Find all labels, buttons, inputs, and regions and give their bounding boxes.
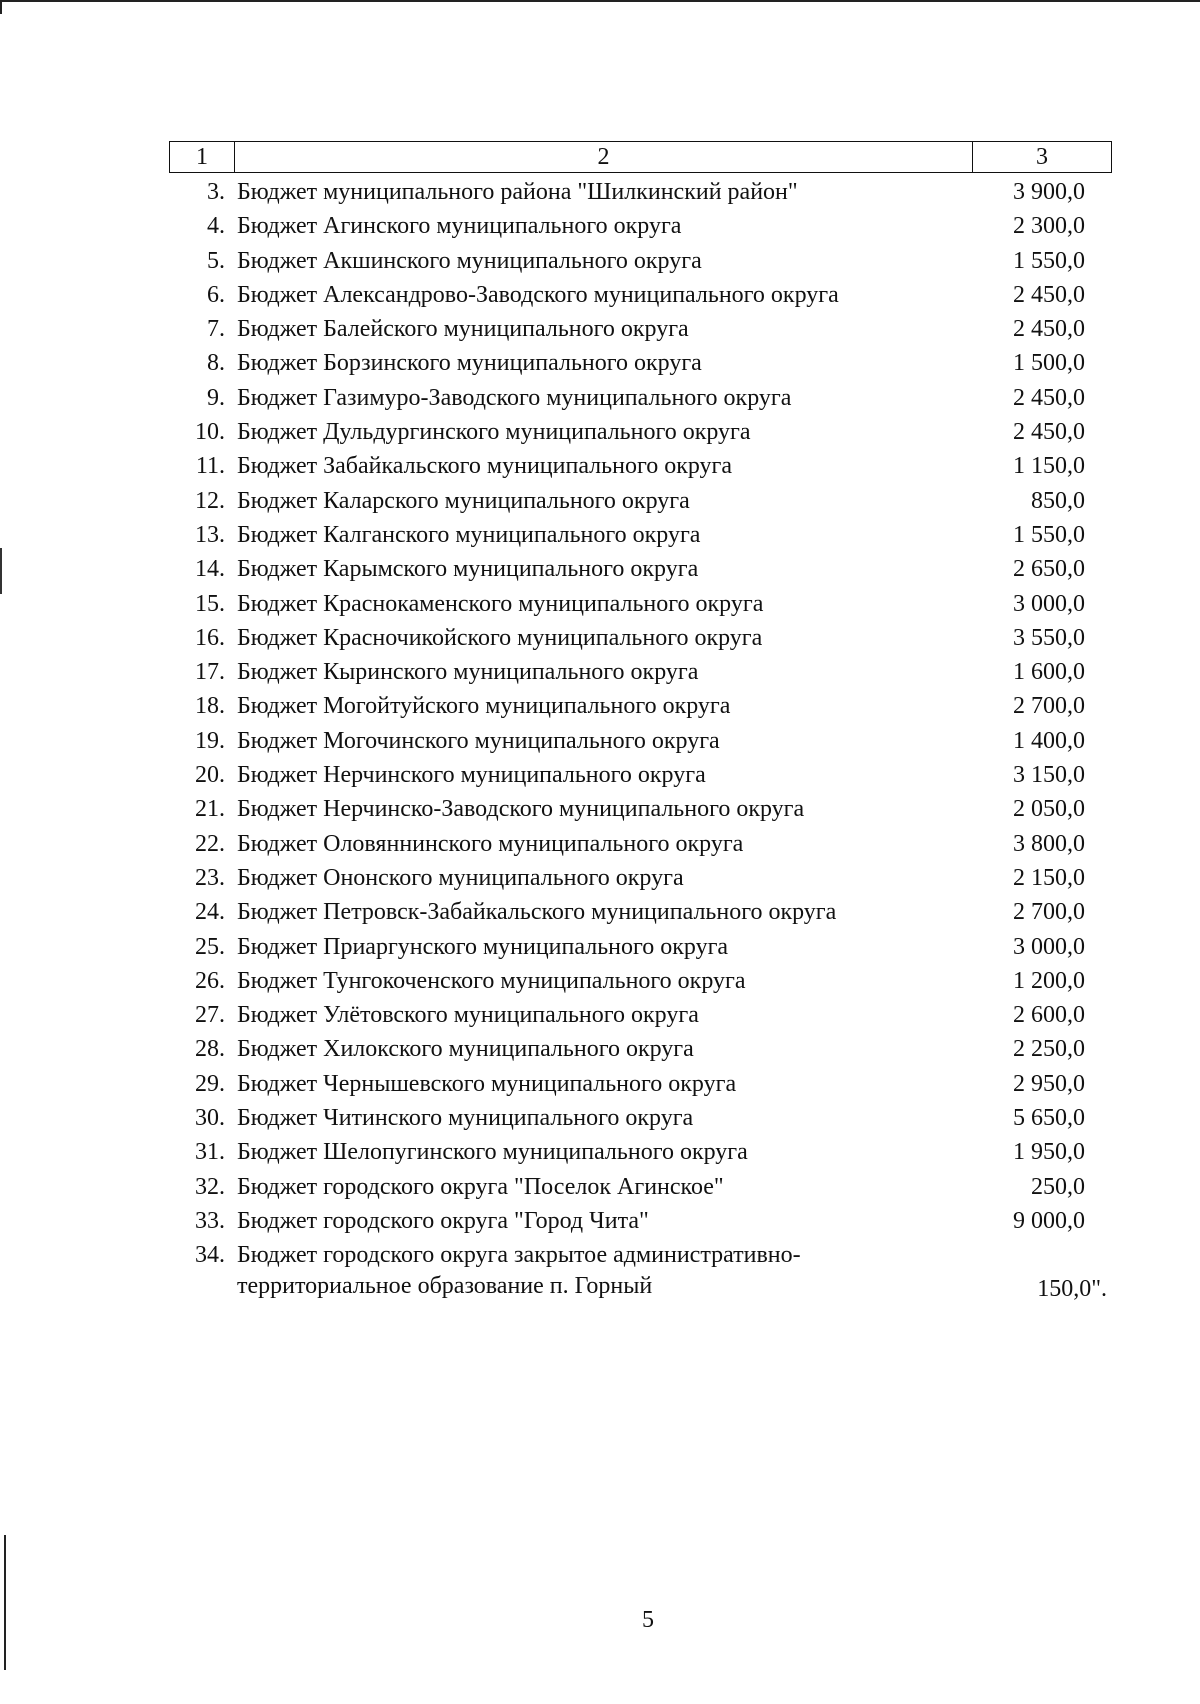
table-row [169, 346, 1129, 380]
table-row [169, 518, 1129, 552]
table-row [169, 312, 1129, 346]
row-budget-name: Бюджет Оловяннинского муниципального округа [237, 830, 744, 857]
table-row [169, 1170, 1129, 1204]
row-number: 5. [207, 247, 225, 274]
table-row [169, 415, 1129, 449]
row-budget-name: Бюджет городского округа "Город Чита" [237, 1207, 649, 1234]
row-budget-name: Бюджет Хилокского муниципального округа [237, 1036, 694, 1063]
row-number: 23. [195, 864, 225, 891]
scan-mark-left [0, 548, 2, 594]
row-budget-name: Бюджет Красночикойского муниципального округа [237, 624, 763, 651]
row-budget-name: Бюджет Шелопугинского муниципального округа [237, 1139, 748, 1166]
page-number: 5 [642, 1607, 654, 1633]
row-number: 17. [195, 659, 225, 686]
row-budget-name: Бюджет Газимуро-Заводского муниципального округа [237, 384, 792, 411]
row-number: 11. [195, 453, 225, 480]
row-amount: 2 250,0 [1013, 1036, 1085, 1063]
budget-table-body [169, 175, 1129, 1306]
table-row [169, 552, 1129, 586]
scan-border-left [0, 0, 2, 14]
row-number: 22. [195, 830, 225, 857]
table-row [169, 827, 1129, 861]
row-number: 19. [195, 727, 225, 754]
row-number: 32. [195, 1173, 225, 1200]
row-number: 12. [195, 487, 225, 514]
table-header-row [169, 141, 1112, 173]
row-budget-name: Бюджет Приаргунского муниципального округа [237, 933, 729, 960]
header-cell-3: 3 [1036, 144, 1048, 170]
row-budget-name: Бюджет Карымского муниципального округа [237, 556, 699, 583]
row-budget-name-line: Бюджет городского округа закрытое административно- [237, 1242, 801, 1269]
row-number: 13. [195, 521, 225, 548]
row-amount: 2 700,0 [1013, 693, 1085, 720]
row-amount: 2 650,0 [1013, 556, 1085, 583]
row-number: 8. [207, 350, 225, 377]
table-row [169, 175, 1129, 209]
row-budget-name: Бюджет Улётовского муниципального округа [237, 1002, 699, 1029]
row-amount: 3 000,0 [1013, 590, 1085, 617]
table-row [169, 381, 1129, 415]
row-amount: 2 950,0 [1013, 1070, 1085, 1097]
row-budget-name: Бюджет Могойтуйского муниципального округа [237, 693, 731, 720]
row-amount: 2 600,0 [1013, 1002, 1085, 1029]
table-row [169, 1032, 1129, 1066]
row-budget-name: Бюджет Агинского муниципального округа [237, 213, 682, 240]
row-budget-name: Бюджет Нерчинского муниципального округа [237, 762, 706, 789]
row-amount: 9 000,0 [1013, 1207, 1085, 1234]
row-number: 10. [195, 419, 225, 446]
row-amount: 250,0 [1031, 1173, 1085, 1200]
row-number: 7. [207, 316, 225, 343]
row-amount: 3 800,0 [1013, 830, 1085, 857]
row-number: 9. [207, 384, 225, 411]
row-amount: 5 650,0 [1013, 1105, 1085, 1132]
row-amount: 2 150,0 [1013, 864, 1085, 891]
row-amount: 1 500,0 [1013, 350, 1085, 377]
table-row [169, 758, 1129, 792]
row-amount: 3 900,0 [1013, 179, 1085, 205]
row-number: 29. [195, 1070, 225, 1097]
table-row [169, 1238, 1129, 1306]
row-number: 24. [195, 899, 225, 926]
row-amount: 2 700,0 [1013, 899, 1085, 926]
row-amount: 2 450,0 [1013, 281, 1085, 308]
row-amount: 1 600,0 [1013, 659, 1085, 686]
table-row [169, 209, 1129, 243]
table-row [169, 792, 1129, 826]
row-number: 15. [195, 590, 225, 617]
row-number: 33. [195, 1207, 225, 1234]
row-budget-name: Бюджет Акшинского муниципального округа [237, 247, 702, 274]
row-budget-name: Бюджет Кыринского муниципального округа [237, 659, 699, 686]
row-amount: 2 300,0 [1013, 213, 1085, 240]
row-amount: 1 400,0 [1013, 727, 1085, 754]
row-budget-name: Бюджет городского округа "Поселок Агинское" [237, 1173, 724, 1200]
header-cell-1: 1 [170, 142, 235, 172]
row-number: 16. [195, 624, 225, 651]
table-row [169, 244, 1129, 278]
row-amount: 1 950,0 [1013, 1139, 1085, 1166]
row-budget-name: Бюджет Нерчинско-Заводского муниципального округа [237, 796, 805, 823]
row-number: 20. [195, 762, 225, 789]
scan-mark-left [4, 1535, 6, 1670]
row-number: 26. [195, 967, 225, 994]
row-amount: 150,0". [1037, 1276, 1107, 1303]
row-budget-name: Бюджет Дульдургинского муниципального округа [237, 419, 751, 446]
row-amount: 1 200,0 [1013, 967, 1085, 994]
table-row [169, 895, 1129, 929]
table-row [169, 930, 1129, 964]
row-number: 18. [195, 693, 225, 720]
table-row [169, 998, 1129, 1032]
row-budget-name: Бюджет Петровск-Забайкальского муниципального округа [237, 899, 837, 926]
row-budget-name: Бюджет Ононского муниципального округа [237, 864, 684, 891]
row-budget-name: Бюджет Каларского муниципального округа [237, 487, 690, 514]
table-row [169, 964, 1129, 998]
table-row [169, 861, 1129, 895]
row-amount: 850,0 [1031, 487, 1085, 514]
row-number: 21. [195, 796, 225, 823]
row-budget-name: Бюджет Могочинского муниципального округа [237, 727, 720, 754]
table-row [169, 1204, 1129, 1238]
row-amount: 3 550,0 [1013, 624, 1085, 651]
row-amount: 2 450,0 [1013, 384, 1085, 411]
row-budget-name: Бюджет Балейского муниципального округа [237, 316, 689, 343]
table-row [169, 1067, 1129, 1101]
row-number: 4. [207, 213, 225, 240]
row-budget-name: Бюджет Калганского муниципального округа [237, 521, 701, 548]
row-budget-name: Бюджет Чернышевского муниципального округа [237, 1070, 737, 1097]
table-row [169, 449, 1129, 483]
row-amount: 2 450,0 [1013, 419, 1085, 446]
row-budget-name: Бюджет Краснокаменского муниципального округа [237, 590, 764, 617]
row-number: 30. [195, 1105, 225, 1132]
row-number: 34. [195, 1242, 225, 1269]
row-budget-name-line: территориальное образование п. Горный [237, 1273, 653, 1300]
table-row [169, 484, 1129, 518]
row-budget-name: Бюджет Борзинского муниципального округа [237, 350, 702, 377]
row-number: 6. [207, 281, 225, 308]
row-amount: 1 150,0 [1013, 453, 1085, 480]
row-budget-name: Бюджет Тунгокоченского муниципального округа [237, 967, 746, 994]
row-amount: 1 550,0 [1013, 247, 1085, 274]
table-row [169, 689, 1129, 723]
row-number: 27. [195, 1002, 225, 1029]
row-amount: 3 000,0 [1013, 933, 1085, 960]
table-row [169, 587, 1129, 621]
table-row [169, 278, 1129, 312]
table-row [169, 655, 1129, 689]
row-number: 31. [195, 1139, 225, 1166]
row-budget-name [225, 1238, 947, 1306]
row-amount: 1 550,0 [1013, 521, 1085, 548]
row-number: 14. [195, 556, 225, 583]
row-number: 28. [195, 1036, 225, 1063]
row-budget-name: Бюджет Читинского муниципального округа [237, 1105, 694, 1132]
table-row [169, 1135, 1129, 1169]
row-budget-name: Бюджет Александрово-Заводского муниципального округа [237, 281, 839, 308]
table-row [169, 724, 1129, 758]
table-row [169, 621, 1129, 655]
row-number: 3. [207, 179, 225, 205]
header-cell-2: 2 [235, 142, 973, 172]
scan-border-top [0, 0, 1200, 2]
row-amount: 2 450,0 [1013, 316, 1085, 343]
row-budget-name: Бюджет Забайкальского муниципального округа [237, 453, 733, 480]
row-number: 25. [195, 933, 225, 960]
row-amount: 3 150,0 [1013, 762, 1085, 789]
row-budget-name: Бюджет муниципального района "Шилкинский район" [237, 179, 798, 205]
table-row [169, 1101, 1129, 1135]
row-amount: 2 050,0 [1013, 796, 1085, 823]
